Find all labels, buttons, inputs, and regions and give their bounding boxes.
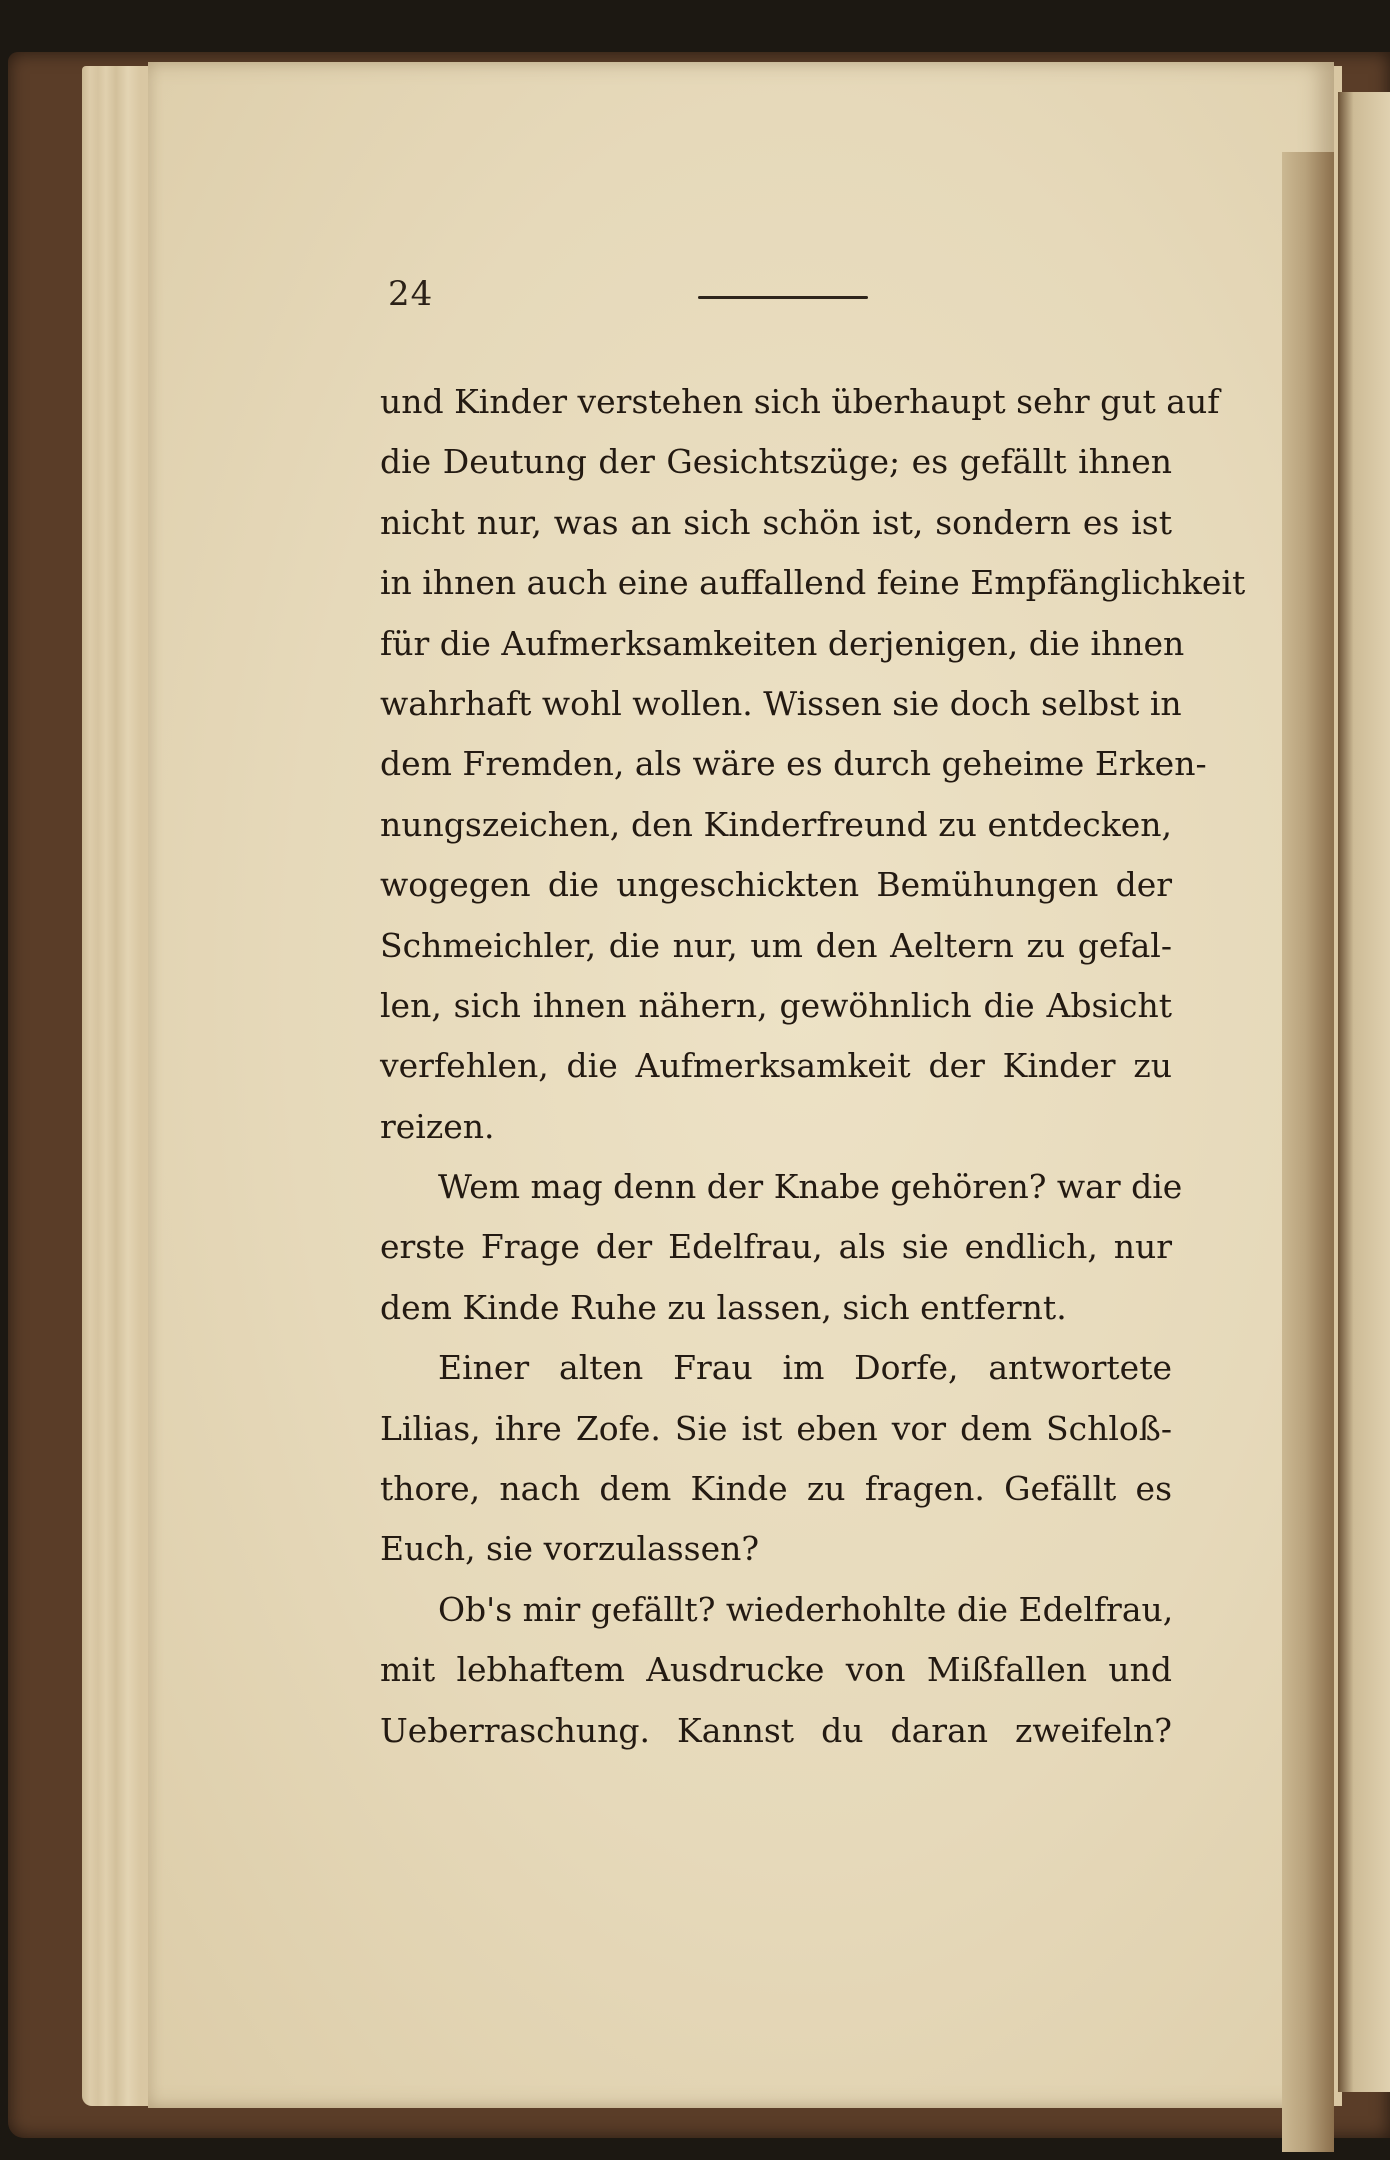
text-line: für die Aufmerksamkeiten derjenigen, die ihnen [380,623,1185,663]
text-line: dem Fremden, als wäre es durch geheime Erken- [380,744,1207,784]
page-header [388,274,898,314]
text-line: nicht nur, was an sich schön ist, sondern es ist [380,502,1172,542]
text-line: wahrhaft wohl wollen. Wissen sie doch selbst in [380,683,1182,723]
text-line: in ihnen auch eine auffallend feine Empfänglichkeit [380,563,1246,603]
text-line: die Deutung der Gesichtszüge; es gefällt ihnen [380,442,1172,482]
text-line: Lilias, ihre Zofe. Sie ist eben vor dem Schloß- [380,1408,1172,1448]
text-line: mit lebhaftem Ausdrucke von Mißfallen und [380,1650,1172,1690]
text-line: reizen. [380,1106,495,1146]
text-line: verfehlen, die Aufmerksamkeit der Kinder zu [380,1046,1172,1086]
text-line: len, sich ihnen nähern, gewöhnlich die Absicht [380,985,1172,1025]
facing-page-edge [1338,92,1390,2092]
text-line: dem Kinde Ruhe zu lassen, sich entfernt. [380,1287,1067,1327]
text-line: Ob's mir gefällt? wiederhohlte die Edelfrau, [438,1589,1174,1629]
header-rule [698,296,868,299]
text-line: Euch, sie vorzulassen? [380,1529,760,1569]
text-line: Einer alten Frau im Dorfe, antwortete [438,1348,1172,1388]
text-line: Ueberraschung. Kannst du daran zweifeln? [380,1710,1172,1750]
text-line: nungszeichen, den Kinderfreund zu entdecken, [380,804,1172,844]
text-line: Wem mag denn der Knabe gehören? war die [438,1167,1183,1207]
text-line: wogegen die ungeschickten Bemühungen der [380,865,1172,905]
text-line: thore, nach dem Kinde zu fragen. Gefällt es [380,1469,1172,1509]
page-number: 24 [388,274,434,314]
text-line: erste Frage der Edelfrau, als sie endlich, nur [380,1227,1172,1267]
text-line: Schmeichler, die nur, um den Aeltern zu gefal- [380,925,1172,965]
page-gutter [1282,152,1334,2152]
body-text [380,372,1246,1761]
text-line: und Kinder verstehen sich überhaupt sehr gut auf [380,382,1220,421]
